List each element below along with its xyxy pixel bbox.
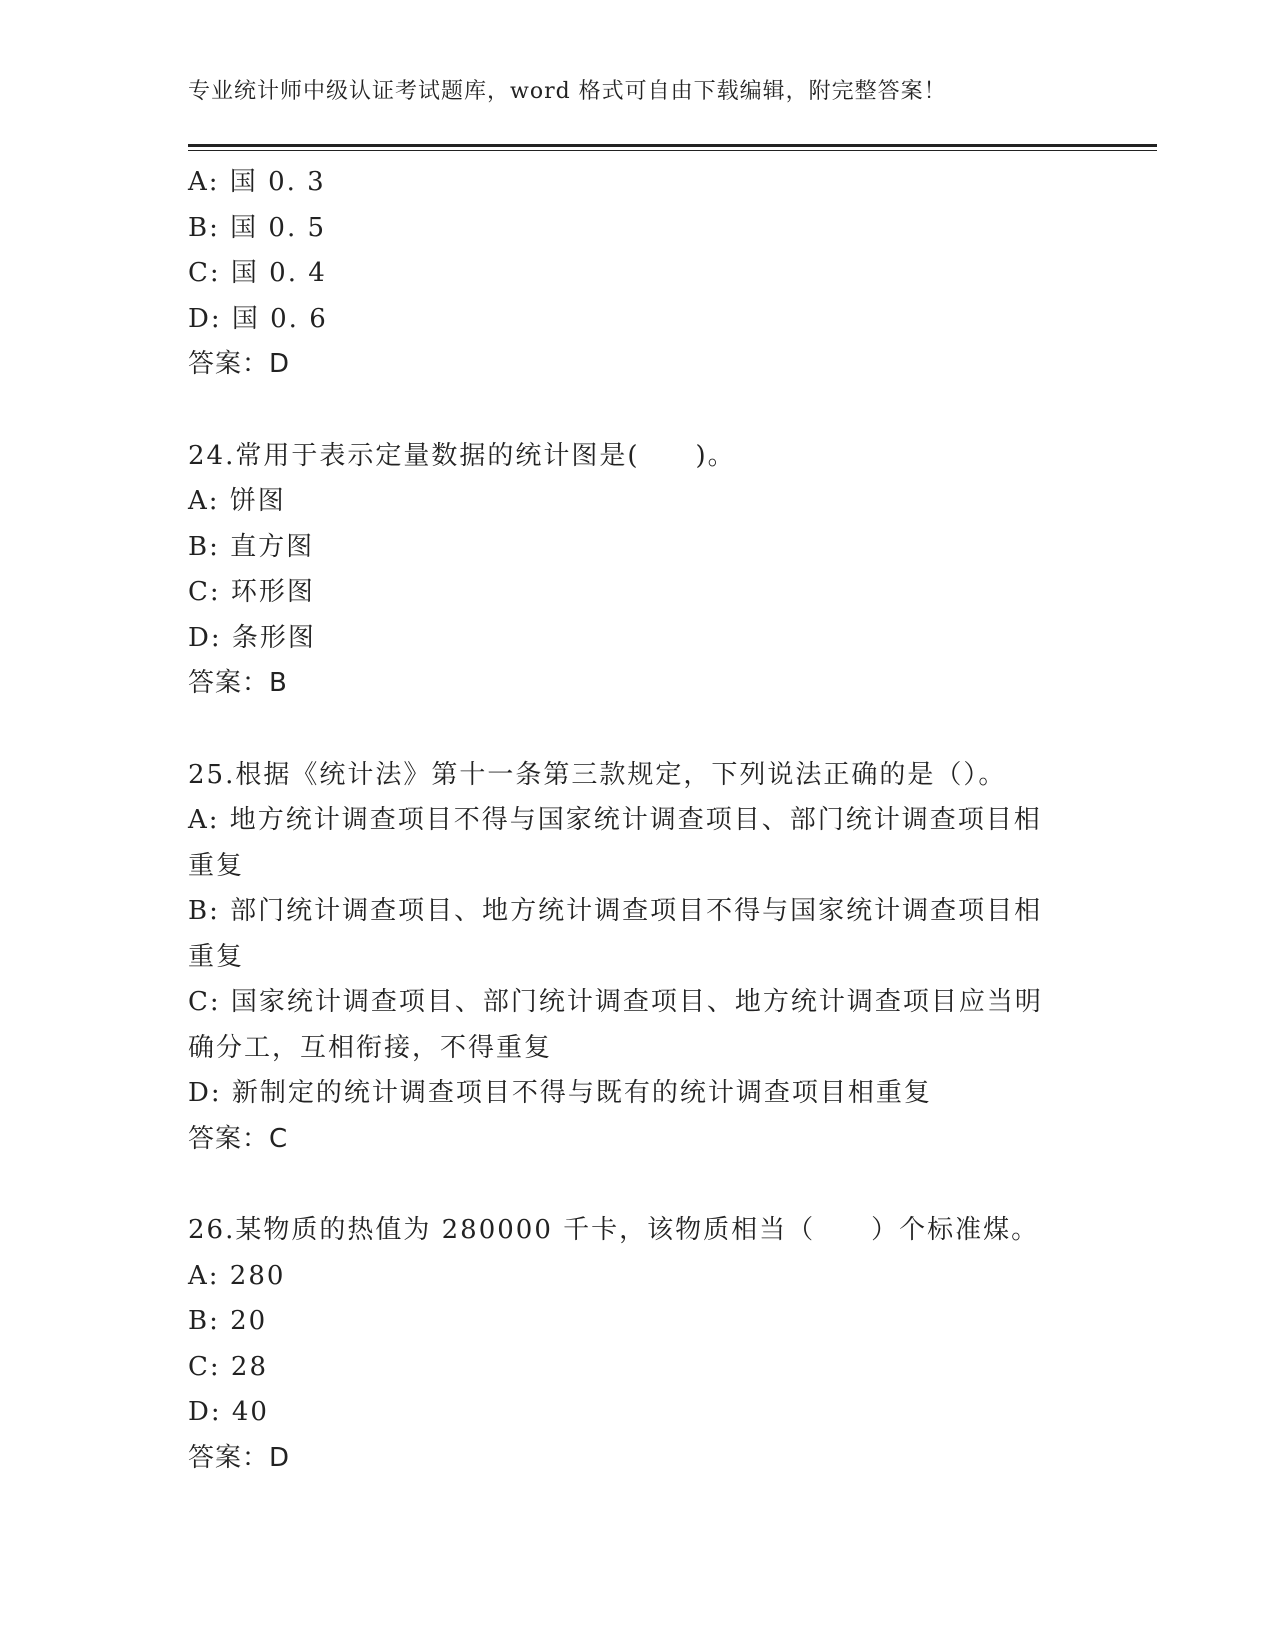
answer-label: 答案：D — [188, 349, 291, 379]
option-d: D: 条形图 — [188, 622, 316, 653]
option-d: D: 国 0. 6 — [188, 303, 328, 334]
option-c: C: 环形图 — [188, 577, 315, 607]
option-b: B: 直方图 — [188, 531, 315, 562]
option-a: A: 国 0. 3 — [188, 167, 326, 197]
answer-label: 答案：C — [188, 1123, 289, 1154]
question-text: 25.根据《统计法》第十一条第三款规定，下列说法正确的是（）。 — [188, 759, 1007, 790]
question-25 — [188, 753, 1088, 1163]
header-divider-thin — [188, 150, 1157, 151]
option-c: C: 国 0. 4 — [188, 258, 327, 288]
option-a: A: 280 — [188, 1260, 286, 1291]
option-b: B: 国 0. 5 — [188, 212, 327, 243]
spacer — [188, 1162, 1088, 1208]
option-c: C: 28 — [188, 1351, 269, 1382]
option-d: D: 40 — [188, 1397, 269, 1427]
header-divider-thick — [188, 144, 1157, 147]
option-a-line2: 重复 — [188, 850, 245, 881]
option-b-line1: B: 部门统计调查项目、地方统计调查项目不得与国家统计调查项目相 — [188, 896, 1043, 926]
option-b: B: 20 — [188, 1306, 268, 1336]
question-content — [188, 160, 1088, 1481]
spacer — [188, 388, 1088, 434]
option-b-line2: 重复 — [188, 941, 245, 972]
question-23 — [188, 160, 1088, 388]
page-header: 专业统计师中级认证考试题库，word 格式可自由下载编辑，附完整答案！ — [188, 79, 947, 104]
question-text: 24.常用于表示定量数据的统计图是( )。 — [188, 440, 736, 471]
option-d: D: 新制定的统计调查项目不得与既有的统计调查项目相重复 — [188, 1078, 932, 1108]
answer-label: 答案：D — [188, 1442, 291, 1473]
spacer — [188, 707, 1088, 753]
option-a: A: 饼图 — [188, 486, 286, 516]
question-text: 26.某物质的热值为 280000 千卡，该物质相当（ ）个标准煤。 — [188, 1215, 1040, 1245]
question-24 — [188, 434, 1088, 707]
answer-label: 答案：B — [188, 668, 288, 698]
question-26 — [188, 1208, 1088, 1481]
option-c-line2: 确分工，互相衔接，不得重复 — [188, 1032, 553, 1063]
option-c-line1: C: 国家统计调查项目、部门统计调查项目、地方统计调查项目应当明 — [188, 987, 1043, 1017]
option-a-line1: A: 地方统计调查项目不得与国家统计调查项目、部门统计调查项目相 — [188, 805, 1042, 835]
